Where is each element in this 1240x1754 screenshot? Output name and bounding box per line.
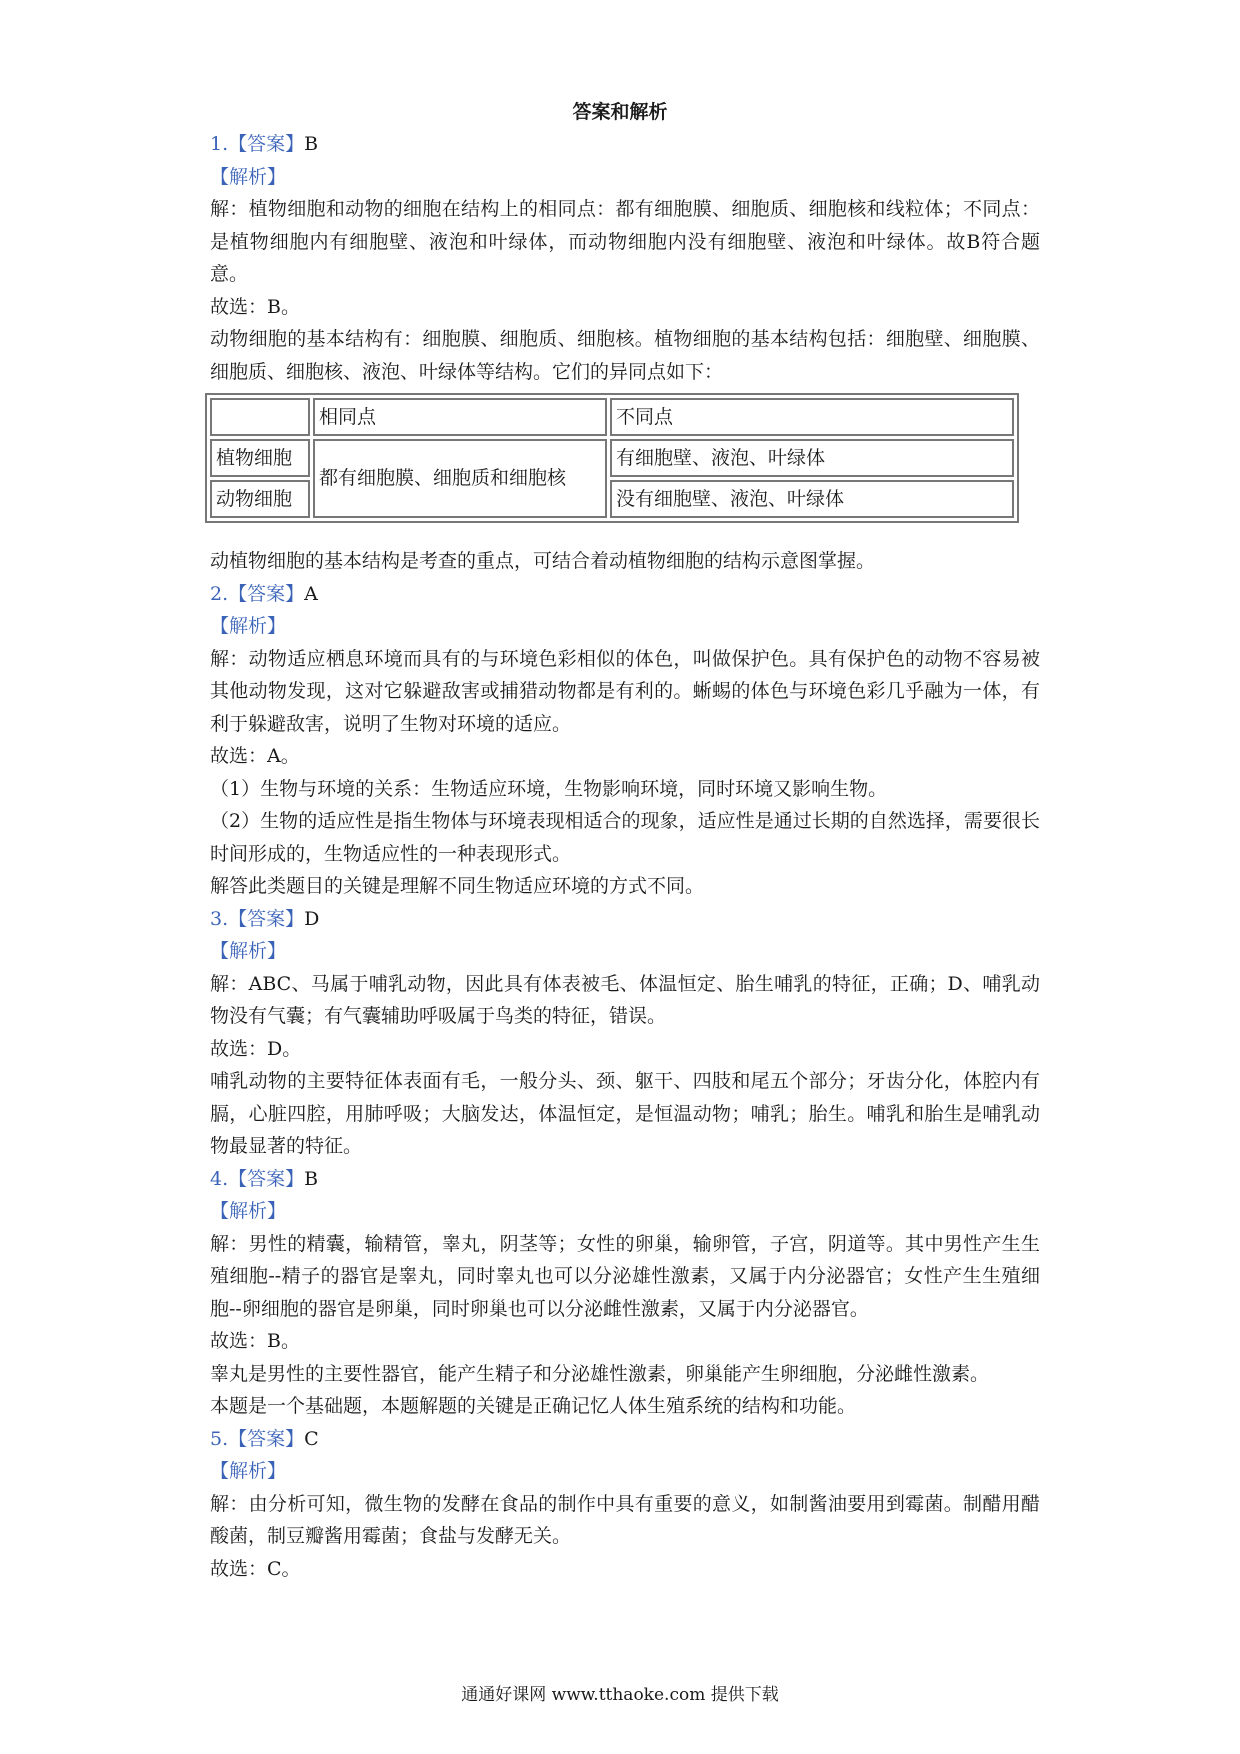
note-paragraph: （2）生物的适应性是指生物体与环境表现相适合的现象，适应性是通过长期的自然选择，需要很长时间形成的，生物适应性的一种表现形式。: [210, 810, 1040, 865]
answer-label: 【答案】: [228, 907, 305, 930]
answer-line-2: [210, 578, 1040, 611]
note-paragraph: 动植物细胞的基本结构是考查的重点，可结合着动植物细胞的结构示意图掌握。: [210, 550, 876, 572]
analysis-label: 【解析】: [210, 165, 287, 188]
table-cell-diff-plant: 有细胞壁、液泡、叶绿体: [610, 439, 1014, 477]
question-number: 1.: [210, 133, 229, 155]
analysis-paragraph: 解：由分析可知，微生物的发酵在食品的制作中具有重要的意义，如制酱油要用到霉菌。制醋用醋酸菌，制豆瓣酱用霉菌；食盐与发酵无关。: [210, 1492, 1040, 1547]
answer-value: B: [304, 1167, 319, 1190]
answer-line-1: [210, 128, 1040, 161]
note-paragraph: 解答此类题目的关键是理解不同生物适应环境的方式不同。: [210, 875, 705, 897]
table-cell-diff-animal: 没有细胞壁、液泡、叶绿体: [610, 480, 1014, 518]
analysis-paragraph: 解：男性的精囊，输精管，睾丸，阴茎等；女性的卵巢，输卵管，子宫，阴道等。其中男性产生生殖细胞--精子的器官是睾丸，同时睾丸也可以分泌雄性激素，又属于内分泌器官；女性产生生殖细胞--卵细胞的器官是卵巢，同时卵巢也可以分泌雌性激素，又属于内分泌器官。: [210, 1232, 1040, 1320]
table-row-label-plant: 植物细胞: [210, 439, 310, 477]
choice-paragraph: 故选：B。: [210, 295, 300, 318]
page-title: 答案和解析: [572, 101, 668, 123]
table-cell-empty: [210, 398, 310, 436]
table-header-same: 相同点: [313, 398, 607, 436]
analysis-paragraph: 解：植物细胞和动物的细胞在结构上的相同点：都有细胞膜、细胞质、细胞核和线粒体；不同点：是植物细胞内有细胞壁、液泡和叶绿体，而动物细胞内没有细胞壁、液泡和叶绿体。故B符合题意。: [210, 198, 1040, 285]
note-paragraph: 睾丸是男性的主要性器官，能产生精子和分泌雄性激素，卵巢能产生卵细胞，分泌雌性激素。: [210, 1362, 990, 1385]
analysis-paragraph: 解：动物适应栖息环境而具有的与环境色彩相似的体色，叫做保护色。具有保护色的动物不容易被其他动物发现，这对它躲避敌害或捕猎动物都是有利的。蜥蜴的体色与环境色彩几乎融为一体，有利于躲避敌害，说明了生物对环境的适应。: [210, 647, 1040, 735]
note-paragraph: （1）生物与环境的关系：生物适应环境，生物影响环境，同时环境又影响生物。: [210, 777, 888, 800]
question-number: 4.: [210, 1167, 229, 1190]
analysis-label: 【解析】: [210, 615, 287, 637]
table-cell-same: 都有细胞膜、细胞质和细胞核: [313, 439, 607, 518]
answer-line-5: [210, 1423, 1040, 1456]
answer-label: 【答案】: [228, 1427, 305, 1450]
table-row-label-animal: 动物细胞: [210, 480, 310, 518]
table-row: [210, 439, 1014, 477]
choice-paragraph: 故选：D。: [210, 1037, 302, 1060]
table-header-diff: 不同点: [610, 398, 1014, 436]
document-body: [210, 128, 1040, 1585]
answer-line-4: [210, 1163, 1040, 1196]
note-paragraph: 哺乳动物的主要特征体表面有毛，一般分头、颈、躯干、四肢和尾五个部分；牙齿分化，体腔内有膈，心脏四腔，用肺呼吸；大脑发达，体温恒定，是恒温动物；哺乳；胎生。哺乳和胎生是哺乳动物最显著的特征。: [210, 1070, 1040, 1157]
analysis-label: 【解析】: [210, 1200, 287, 1222]
note-paragraph: 本题是一个基础题，本题解题的关键是正确记忆人体生殖系统的结构和功能。: [210, 1395, 857, 1417]
answer-value: A: [304, 582, 318, 605]
answer-value: B: [304, 133, 319, 155]
answer-line-3: [210, 903, 1040, 936]
table-row: [210, 398, 1014, 436]
question-number: 3.: [210, 907, 229, 930]
answer-label: 【答案】: [228, 133, 305, 155]
answer-label: 【答案】: [228, 1167, 305, 1190]
comparison-table: [205, 393, 1019, 523]
choice-paragraph: 故选：B。: [210, 1330, 300, 1352]
answer-label: 【答案】: [228, 582, 305, 605]
answer-value: C: [304, 1427, 319, 1450]
page-footer: 通通好课网 www.tthaoke.com 提供下载: [461, 1685, 779, 1705]
answer-value: D: [304, 907, 320, 930]
note-paragraph: 动物细胞的基本结构有：细胞膜、细胞质、细胞核。植物细胞的基本结构包括：细胞壁、细胞膜、细胞质、细胞核、液泡、叶绿体等结构。它们的异同点如下：: [210, 328, 1040, 383]
analysis-label: 【解析】: [210, 940, 287, 962]
analysis-paragraph: 解：ABC、马属于哺乳动物，因此具有体表被毛、体温恒定、胎生哺乳的特征，正确；D、哺乳动物没有气囊；有气囊辅助呼吸属于鸟类的特征，错误。: [210, 972, 1040, 1027]
choice-paragraph: 故选：C。: [210, 1557, 301, 1580]
question-number: 5.: [210, 1427, 229, 1450]
analysis-label: 【解析】: [210, 1460, 287, 1482]
question-number: 2.: [210, 582, 229, 605]
choice-paragraph: 故选：A。: [210, 745, 300, 767]
